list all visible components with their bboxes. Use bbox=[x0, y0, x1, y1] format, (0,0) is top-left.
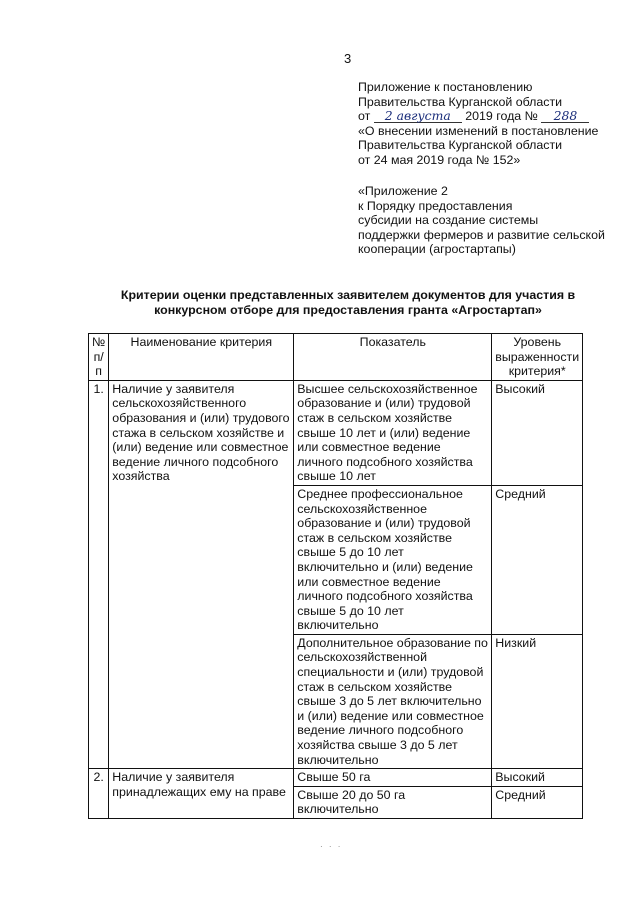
title-line: конкурсном отборе для предоставления гранта «Агростартап» bbox=[154, 303, 542, 317]
header-line: от 24 мая 2019 года № 152» bbox=[358, 152, 521, 167]
header-indicator: Показатель bbox=[294, 334, 492, 381]
indicator-cell: Свыше 20 до 50 га включительно bbox=[294, 786, 492, 818]
annex-line: к Порядку предоставления bbox=[358, 198, 513, 213]
annex-line: «Приложение 2 bbox=[358, 184, 448, 198]
handwritten-date: 2 августа bbox=[374, 110, 462, 123]
header-year: 2019 года № bbox=[465, 109, 538, 124]
criterion-name: Наличие у заявителя принадлежащих ему на праве bbox=[109, 769, 294, 819]
table-row bbox=[89, 380, 583, 485]
level-cell: Высокий bbox=[492, 380, 583, 485]
header-line: Правительства Курганской области bbox=[358, 138, 563, 153]
annex-line: кооперации (агростартапы) bbox=[358, 242, 516, 257]
indicator-cell: Высшее сельскохозяйственное образование и (или) трудовой стаж в сельском хозяйстве свыше 10 лет и (или) ведение или совместное ведение личного подсобного хозяйства свыше 10 лет bbox=[294, 380, 492, 485]
annex-reference bbox=[358, 184, 605, 257]
level-cell: Высокий bbox=[492, 769, 583, 787]
document-title bbox=[88, 288, 608, 318]
header-name: Наименование критерия bbox=[109, 334, 294, 381]
annex-line: субсидии на создание системы bbox=[358, 213, 539, 228]
indicator-cell: Свыше 50 га bbox=[294, 769, 492, 787]
header-line: «О внесении изменений в постановление bbox=[358, 123, 599, 138]
page-number: 3 bbox=[344, 51, 352, 66]
criterion-name: Наличие у заявителя сельскохозяйственного образования и (или) трудового стажа в сельском хозяйстве и (или) ведение или совместное ведение личного подсобного хозяйства bbox=[109, 380, 294, 768]
scan-mark: · · · bbox=[320, 842, 343, 851]
title-line: Критерии оценки представленных заявителем документов для участия в bbox=[120, 288, 576, 302]
appendix-header bbox=[358, 80, 598, 168]
header-ot: от bbox=[358, 109, 371, 124]
handwritten-number: 288 bbox=[541, 110, 589, 123]
header-level: Уровень выраженности критерия* bbox=[492, 334, 583, 381]
level-cell: Средний bbox=[492, 786, 583, 818]
level-cell: Средний bbox=[492, 485, 583, 634]
annex-line: поддержки фермеров и развитие сельской bbox=[358, 227, 605, 242]
table-header-row bbox=[89, 334, 583, 381]
header-line: Правительства Курганской области bbox=[358, 94, 563, 109]
row-num: 2. bbox=[89, 769, 109, 819]
indicator-cell: Среднее профессиональное сельскохозяйственное образование и (или) трудовой стаж в сельском хозяйстве свыше 5 до 10 лет включительно и (или) ведение или совместное ведение личного подсобного хозяйства свыше 5 до 10 лет включительно bbox=[294, 485, 492, 634]
header-num: № п/п bbox=[89, 334, 109, 381]
row-num: 1. bbox=[89, 380, 109, 768]
header-line: Приложение к постановлению bbox=[358, 80, 533, 94]
indicator-cell: Дополнительное образование по сельскохозяйственной специальности и (или) трудовой стаж в сельском хозяйстве свыше 3 до 5 лет включительно и (или) ведение или совместное ведение личного подсобного хозяйства свыше 3 до 5 лет включительно bbox=[294, 634, 492, 768]
criteria-table bbox=[88, 333, 583, 819]
header-date-line bbox=[358, 109, 598, 124]
table-row bbox=[89, 769, 583, 787]
level-cell: Низкий bbox=[492, 634, 583, 768]
